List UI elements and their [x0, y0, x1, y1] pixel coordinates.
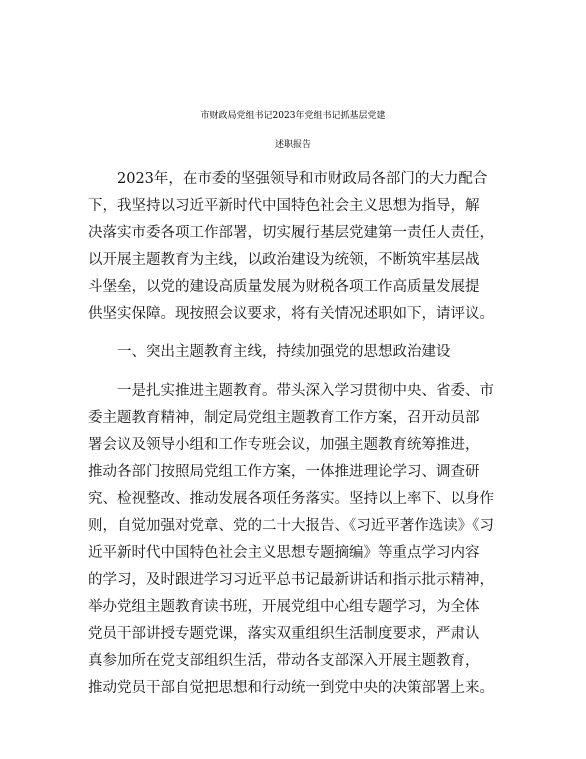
- paragraph-line: 下，我坚持以习近平新时代中国特色社会主义思想为指导，解: [88, 198, 480, 214]
- paragraph-line: 则，自觉加强对党章、党的二十大报告、《习近平著作选读》《习: [88, 518, 494, 534]
- paragraph-line: 举办党组主题教育读书班，开展党组中心组专题学习，为全体: [88, 599, 480, 615]
- paragraph-line: 署会议及领导小组和工作专班会议，加强主题教育统筹推进，: [88, 437, 480, 453]
- document-title-line-2: 述职报告: [274, 140, 311, 150]
- document-title-line-1: 市财政局党组书记2023年党组书记抓基层党建: [200, 111, 386, 121]
- section-heading: 一、突出主题教育主线，持续加强党的思想政治建设: [117, 344, 451, 360]
- paragraph-line: 党员干部讲授专题党课，落实双重组织生活制度要求，严肃认: [88, 626, 480, 642]
- paragraph-line: 委主题教育精神，制定局党组主题教育工作方案，召开动员部: [88, 410, 480, 426]
- paragraph-line: 近平新时代中国特色社会主义思想专题摘编》等重点学习内容: [88, 545, 480, 561]
- paragraph-line: 一是扎实推进主题教育。带头深入学习贯彻中央、省委、市: [117, 383, 494, 399]
- paragraph-line: 推动党员干部自觉把思想和行动统一到党中央的决策部署上来。: [88, 680, 494, 696]
- paragraph-line: 真参加所在党支部组织生活，带动各支部深入开展主题教育，: [88, 653, 480, 669]
- paragraph-line: 究、检视整改、推动发展各项任务落实。坚持以上率下、以身作: [88, 491, 494, 507]
- paragraph-line: 斗堡垒，以党的建设高质量发展为财税各项工作高质量发展提: [88, 279, 480, 295]
- paragraph-line: 供坚实保障。现按照会议要求，将有关情况述职如下，请评议。: [88, 306, 494, 322]
- paragraph-line: 以开展主题教育为主线，以政治建设为统领，不断筑牢基层战: [88, 252, 480, 268]
- paragraph-line: 的学习，及时跟进学习习近平总书记最新讲话和指示批示精神，: [88, 572, 494, 588]
- paragraph-line: 决落实市委各项工作部署，切实履行基层党建第一责任人责任，: [88, 225, 494, 241]
- paragraph-line: 2023年，在市委的坚强领导和市财政局各部门的大力配合: [117, 171, 488, 187]
- paragraph-line: 推动各部门按照局党组工作方案，一体推进理论学习、调查研: [88, 464, 480, 480]
